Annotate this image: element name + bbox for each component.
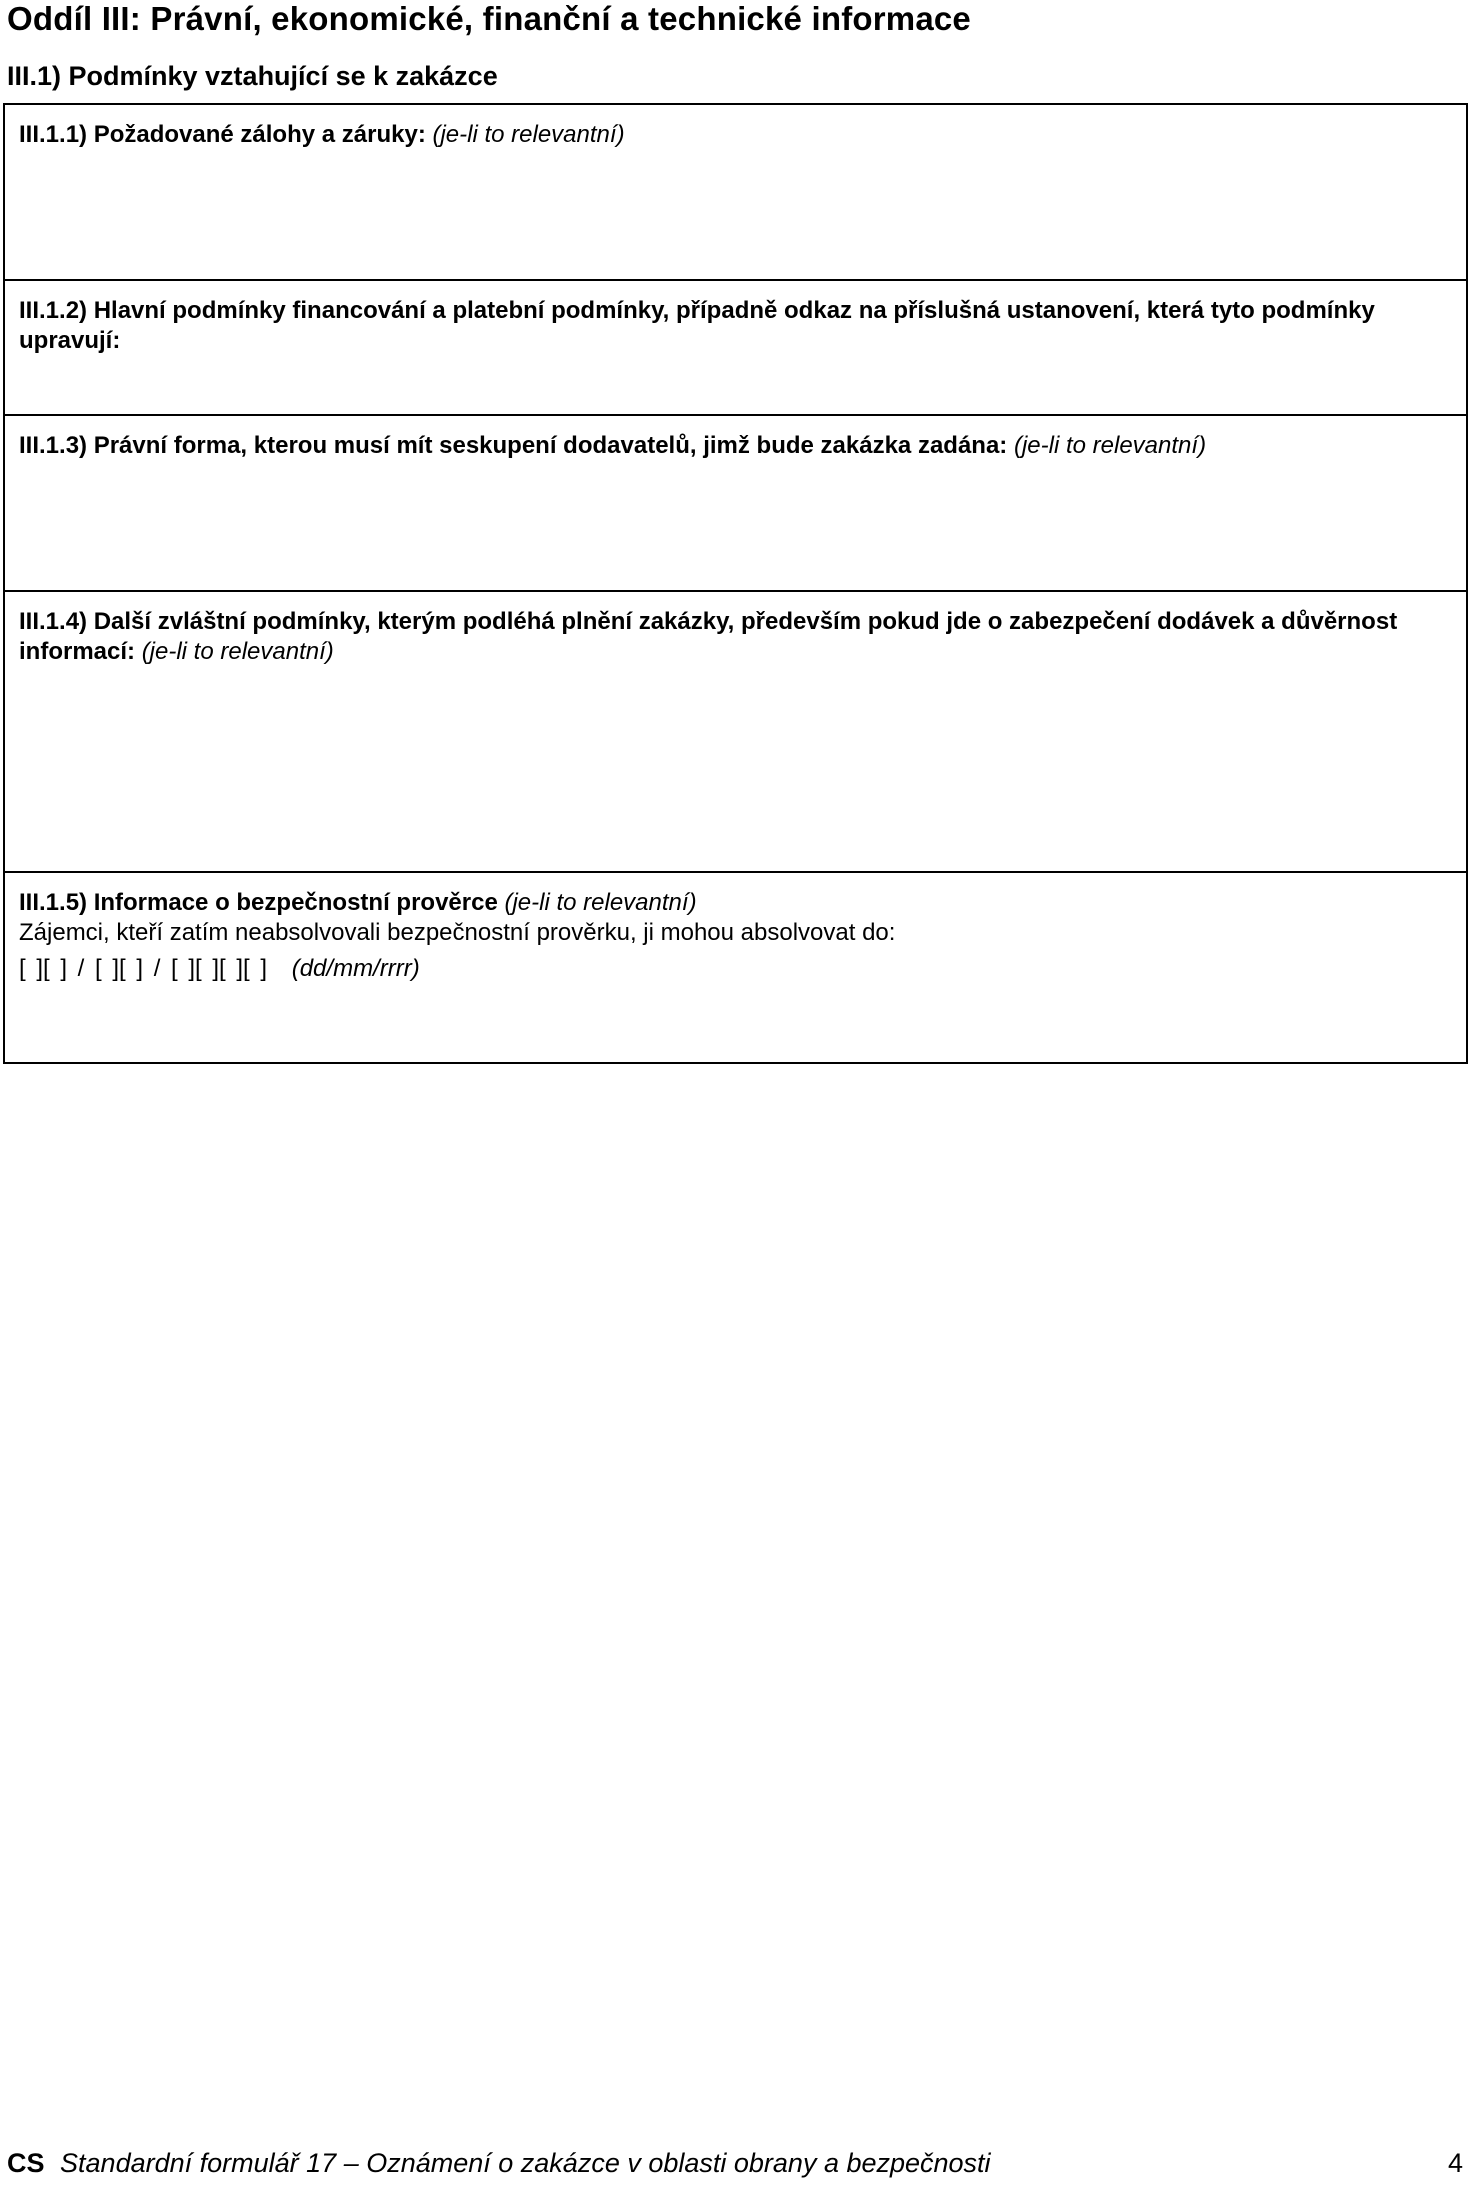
field-hint: (je-li to relevantní) xyxy=(432,121,625,148)
clearance-date-row[interactable] xyxy=(19,954,1452,984)
date-format: (dd/mm/rrrr) xyxy=(291,955,420,982)
field-label: III.1.2) Hlavní podmínky financování a platební podmínky, případně odkaz na příslušná ustanovení, která tyto podmínky upravují: xyxy=(19,297,1375,354)
field-financing-payment[interactable] xyxy=(5,281,1466,416)
field-hint: (je-li to relevantní) xyxy=(141,638,334,665)
clearance-text: Zájemci, kteří zatím neabsolvovali bezpečnostní prověrku, ji mohou absolvovat do: xyxy=(19,919,896,946)
page-number: 4 xyxy=(1447,2148,1463,2178)
field-special-conditions[interactable] xyxy=(5,592,1466,873)
field-legal-form[interactable] xyxy=(5,416,1466,592)
subsection-title: III.1) Podmínky vztahující se k zakázce xyxy=(7,61,498,91)
footer-lang: CS xyxy=(7,2148,45,2178)
conditions-form-box xyxy=(3,103,1468,1064)
field-label: III.1.4) Další zvláštní podmínky, kterým podléhá plnění zakázky, především pokud jde o zabezpečení dodávek a důvěrnost informací: xyxy=(19,608,1398,665)
field-label: III.1.1) Požadované zálohy a záruky: xyxy=(19,121,426,148)
field-hint: (je-li to relevantní) xyxy=(1013,432,1207,459)
field-label: III.1.3) Právní forma, kterou musí mít seskupení dodavatelů, jimž bude zakázka zadána: xyxy=(19,432,1008,459)
field-hint: (je-li to relevantní) xyxy=(504,889,697,916)
date-boxes[interactable]: [ ][ ] / [ ][ ] / [ ][ ][ ][ ] xyxy=(19,955,268,982)
field-security-clearance[interactable] xyxy=(5,873,1466,1062)
field-label: III.1.5) Informace o bezpečnostní prověrce xyxy=(19,889,498,916)
field-deposits-guarantees[interactable] xyxy=(5,105,1466,281)
footer-title: Standardní formulář 17 – Oznámení o zakázce v oblasti obrany a bezpečnosti xyxy=(60,2148,991,2178)
page-title: Oddíl III: Právní, ekonomické, finanční a technické informace xyxy=(7,0,971,37)
page-footer xyxy=(7,2148,1463,2179)
